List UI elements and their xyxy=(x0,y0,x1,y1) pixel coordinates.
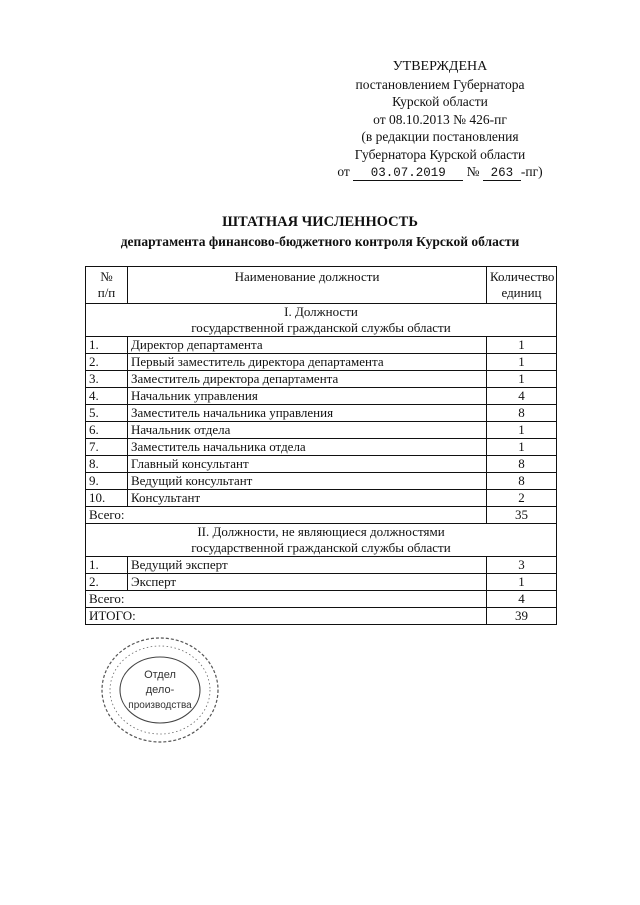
section-1-total-value: 35 xyxy=(487,507,557,524)
document-subtitle: департамента финансово-бюджетного контроля Курской области xyxy=(120,234,520,249)
section-1-heading-row xyxy=(86,304,557,337)
row-number: 3. xyxy=(86,371,128,388)
table-header-row xyxy=(86,267,557,304)
header-number-line1: № xyxy=(100,269,113,284)
row-quantity: 2 xyxy=(487,490,557,507)
number-suffix: -пг) xyxy=(520,164,543,179)
row-number: 1. xyxy=(86,337,128,354)
staff-table xyxy=(85,266,557,625)
date-field: 03.07.2019 xyxy=(353,167,463,181)
approval-block xyxy=(320,58,560,181)
number-label: № xyxy=(466,164,480,179)
row-quantity: 3 xyxy=(487,557,557,574)
section-2-line1: II. Должности, не являющиеся должностями xyxy=(197,524,445,539)
table-row xyxy=(86,439,557,456)
table-row xyxy=(86,354,557,371)
approval-line-4: (в редакции постановления xyxy=(361,129,519,144)
table-row xyxy=(86,388,557,405)
grand-total-value: 39 xyxy=(487,608,557,625)
approval-line-2: Курской области xyxy=(392,94,488,109)
section-2-total-row xyxy=(86,591,557,608)
row-quantity: 1 xyxy=(487,371,557,388)
table-row xyxy=(86,422,557,439)
row-position: Эксперт xyxy=(128,574,487,591)
header-number-line2: п/п xyxy=(97,285,116,300)
table-row xyxy=(86,557,557,574)
row-number: 4. xyxy=(86,388,128,405)
row-position: Директор департамента xyxy=(128,337,487,354)
section-1-total-row xyxy=(86,507,557,524)
row-number: 2. xyxy=(86,574,128,591)
row-quantity: 1 xyxy=(487,422,557,439)
row-position: Первый заместитель директора департамента xyxy=(128,354,487,371)
section-1-line2: государственной гражданской службы области xyxy=(191,320,451,335)
table-row xyxy=(86,574,557,591)
section-1-total-label: Всего: xyxy=(86,507,487,524)
row-position: Заместитель начальника отдела xyxy=(128,439,487,456)
section-2-total-value: 4 xyxy=(487,591,557,608)
section-2-heading xyxy=(86,524,557,557)
row-quantity: 8 xyxy=(487,473,557,490)
row-position: Заместитель начальника управления xyxy=(128,405,487,422)
section-2-total-label: Всего: xyxy=(86,591,487,608)
header-quantity xyxy=(487,267,557,304)
table-row xyxy=(86,371,557,388)
header-position: Наименование должности xyxy=(128,267,487,304)
row-number: 8. xyxy=(86,456,128,473)
stamp-text-3: производства xyxy=(128,700,192,711)
row-quantity: 8 xyxy=(487,456,557,473)
approval-line-5: Губернатора Курской области xyxy=(354,146,526,162)
grand-total-row xyxy=(86,608,557,625)
stamp-text-2: дело- xyxy=(145,684,175,696)
row-number: 7. xyxy=(86,439,128,456)
header-number xyxy=(86,267,128,304)
row-quantity: 1 xyxy=(487,439,557,456)
section-1-line1: I. Должности xyxy=(284,304,358,319)
row-quantity: 1 xyxy=(487,354,557,371)
table-row xyxy=(86,405,557,422)
stamp-text-1: Отдел xyxy=(144,669,176,681)
row-position: Ведущий консультант xyxy=(128,473,487,490)
row-position: Начальник управления xyxy=(128,388,487,405)
row-position: Начальник отдела xyxy=(128,422,487,439)
table-row xyxy=(86,490,557,507)
row-position: Главный консультант xyxy=(128,456,487,473)
approval-line-1: постановлением Губернатора xyxy=(355,76,525,92)
number-field: 263 xyxy=(483,167,521,181)
row-number: 10. xyxy=(86,490,128,507)
row-quantity: 4 xyxy=(487,388,557,405)
approval-date-line xyxy=(320,163,560,181)
section-1-heading xyxy=(86,304,557,337)
from-label: от xyxy=(337,164,350,179)
row-quantity: 1 xyxy=(487,337,557,354)
section-2-heading-row xyxy=(86,524,557,557)
table-row xyxy=(86,337,557,354)
row-number: 9. xyxy=(86,473,128,490)
table-row xyxy=(86,456,557,473)
row-position: Заместитель директора департамента xyxy=(128,371,487,388)
row-number: 1. xyxy=(86,557,128,574)
row-number: 5. xyxy=(86,405,128,422)
row-position: Ведущий эксперт xyxy=(128,557,487,574)
table-row xyxy=(86,473,557,490)
header-quantity-line2: единиц xyxy=(501,285,542,300)
row-number: 2. xyxy=(86,354,128,371)
section-2-line2: государственной гражданской службы области xyxy=(191,540,451,555)
row-number: 6. xyxy=(86,422,128,439)
row-quantity: 1 xyxy=(487,574,557,591)
approval-heading: УТВЕРЖДЕНА xyxy=(392,59,488,74)
row-quantity: 8 xyxy=(487,405,557,422)
approval-line-3: от 08.10.2013 № 426-пг xyxy=(373,111,507,127)
row-position: Консультант xyxy=(128,490,487,507)
header-quantity-line1: Количество xyxy=(490,269,555,284)
office-stamp xyxy=(96,630,224,748)
document-title: ШТАТНАЯ ЧИСЛЕННОСТЬ xyxy=(222,214,418,230)
grand-total-label: ИТОГО: xyxy=(86,608,487,625)
